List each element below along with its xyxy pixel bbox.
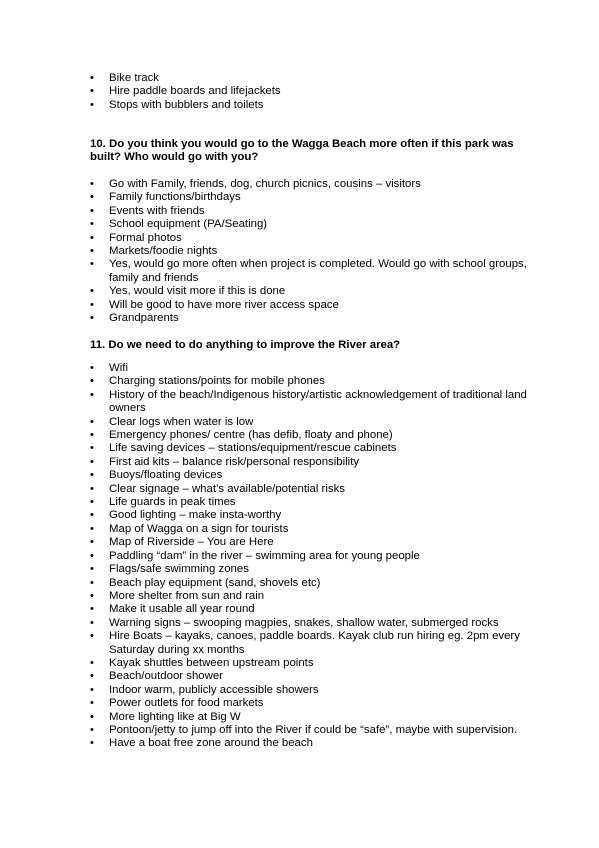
list-item <box>90 85 530 98</box>
bullet-icon: • <box>90 656 94 669</box>
bullet-icon: • <box>90 616 94 629</box>
list-item-text: Markets/foodie nights <box>109 245 218 258</box>
bullet-icon: • <box>90 549 94 562</box>
list-item <box>90 299 530 312</box>
bullet-icon: • <box>90 710 94 723</box>
bullet-icon: • <box>90 455 94 468</box>
list-item-text: Warning signs – swooping magpies, snakes, shallow water, submerged rocks <box>109 616 499 629</box>
list-item <box>90 684 530 697</box>
bullet-icon: • <box>90 522 94 535</box>
list-item-text: Clear signage – what’s available/potential risks <box>109 482 345 495</box>
list-item-text: Flags/safe swimming zones <box>109 563 249 576</box>
bullet-icon: • <box>90 469 94 482</box>
list-item <box>90 469 530 482</box>
list-item <box>90 483 530 496</box>
question-10-bullet-list <box>90 178 530 325</box>
list-item <box>90 362 530 375</box>
list-item-text: More lighting like at Big W <box>109 710 241 723</box>
intro-bullet-list <box>90 72 530 112</box>
bullet-icon: • <box>90 388 94 401</box>
bullet-icon: • <box>90 723 94 736</box>
list-item <box>90 630 530 657</box>
list-item <box>90 657 530 670</box>
list-item <box>90 285 530 298</box>
bullet-icon: • <box>90 589 94 602</box>
list-item <box>90 697 530 710</box>
list-item-text: Beach/outdoor shower <box>109 670 223 683</box>
list-item <box>90 509 530 522</box>
list-item <box>90 312 530 325</box>
list-item <box>90 456 530 469</box>
question-11-heading: 11. Do we need to do anything to improve the River area? <box>90 339 401 351</box>
list-item <box>90 416 530 429</box>
bullet-icon: • <box>90 204 94 217</box>
bullet-icon: • <box>90 683 94 696</box>
list-item-text: Hire Boats – kayaks, canoes, paddle boards. Kayak club run hiring eg. 2pm every Saturday during xx months <box>109 630 520 656</box>
list-item-text: Clear logs when water is low <box>109 415 254 428</box>
list-item-text: History of the beach/Indigenous history/artistic acknowledgement of traditional land owners <box>109 388 527 415</box>
list-item-text: Power outlets for food markets <box>109 697 264 710</box>
bullet-icon: • <box>90 429 94 442</box>
list-item <box>90 577 530 590</box>
list-item-text: More shelter from sun and rain <box>109 589 265 602</box>
list-item <box>90 178 530 191</box>
bullet-icon: • <box>90 670 94 683</box>
bullet-icon: • <box>90 603 94 616</box>
list-item-text: Stops with bubblers and toilets <box>109 98 264 111</box>
bullet-icon: • <box>90 178 94 190</box>
list-item-text: Charging stations/points for mobile phones <box>109 375 325 388</box>
list-item <box>90 496 530 509</box>
list-item-text: Life guards in peak times <box>109 496 236 509</box>
list-item <box>90 563 530 576</box>
list-item <box>90 389 530 416</box>
list-item <box>90 205 530 218</box>
list-item-text: Formal photos <box>109 231 182 244</box>
list-item <box>90 590 530 603</box>
question-11-bullet-list <box>90 362 530 751</box>
list-item <box>90 550 530 563</box>
list-item-text: Make it usable all year round <box>109 603 255 616</box>
list-item <box>90 429 530 442</box>
list-item-text: Buoys/floating devices <box>109 469 223 482</box>
bullet-icon: • <box>90 72 94 84</box>
bullet-icon: • <box>90 98 94 111</box>
list-item <box>90 218 530 231</box>
bullet-icon: • <box>90 563 94 576</box>
list-item-text: Events with friends <box>109 204 205 217</box>
bullet-icon: • <box>90 218 94 231</box>
bullet-icon: • <box>90 298 94 311</box>
list-item-text: Indoor warm, publicly accessible showers <box>109 683 319 696</box>
bullet-icon: • <box>90 496 94 509</box>
list-item-text: Go with Family, friends, dog, church picnics, cousins – visitors <box>109 178 421 190</box>
list-item <box>90 523 530 536</box>
list-item <box>90 711 530 724</box>
list-item-text: Life saving devices – stations/equipment/rescue cabinets <box>109 442 397 455</box>
bullet-icon: • <box>90 442 94 455</box>
list-item-text: Paddling “dam” in the river – swimming area for young people <box>109 549 420 562</box>
bullet-icon: • <box>90 231 94 244</box>
bullet-icon: • <box>90 536 94 549</box>
list-item <box>90 72 530 85</box>
list-item <box>90 245 530 258</box>
list-item <box>90 670 530 683</box>
list-item-text: Have a boat free zone around the beach <box>109 737 313 750</box>
list-item <box>90 442 530 455</box>
bullet-icon: • <box>90 312 94 325</box>
list-item <box>90 232 530 245</box>
list-item-text: Bike track <box>109 72 160 84</box>
list-item <box>90 737 530 750</box>
list-item <box>90 258 530 285</box>
bullet-icon: • <box>90 85 94 98</box>
bullet-icon: • <box>90 697 94 710</box>
bullet-icon: • <box>90 630 94 643</box>
bullet-icon: • <box>90 737 94 750</box>
list-item-text: Emergency phones/ centre (has defib, floaty and phone) <box>109 429 393 442</box>
list-item <box>90 191 530 204</box>
list-item-text: Pontoon/jetty to jump off into the River if could be “safe”, maybe with supervision. <box>109 723 518 736</box>
list-item-text: Yes, would go more often when project is completed. Would go with school groups, family and friends <box>109 258 527 284</box>
bullet-icon: • <box>90 362 94 374</box>
bullet-icon: • <box>90 509 94 522</box>
list-item <box>90 603 530 616</box>
list-item-text: School equipment (PA/Seating) <box>109 218 268 231</box>
bullet-icon: • <box>90 245 94 258</box>
question-10-heading: 10. Do you think you would go to the Wagga Beach more often if this park was built? Who would go with you? <box>90 138 514 164</box>
bullet-icon: • <box>90 258 94 271</box>
list-item-text: Good lighting – make insta-worthy <box>109 509 282 522</box>
list-item-text: Family functions/birthdays <box>109 191 241 204</box>
bullet-icon: • <box>90 375 94 388</box>
list-item <box>90 617 530 630</box>
list-item-text: Beach play equipment (sand, shovels etc) <box>109 576 321 589</box>
list-item-text: Will be good to have more river access space <box>109 298 339 311</box>
bullet-icon: • <box>90 576 94 589</box>
bullet-icon: • <box>90 285 94 298</box>
list-item-text: Grandparents <box>109 312 179 325</box>
list-item <box>90 536 530 549</box>
list-item-text: Kayak shuttles between upstream points <box>109 656 314 669</box>
list-item-text: First aid kits – balance risk/personal responsibility <box>109 455 360 468</box>
list-item <box>90 375 530 388</box>
list-item-text: Wifi <box>109 362 128 374</box>
list-item <box>90 99 530 112</box>
list-item-text: Yes, would visit more if this is done <box>109 285 286 298</box>
list-item-text: Map of Wagga on a sign for tourists <box>109 522 289 535</box>
bullet-icon: • <box>90 482 94 495</box>
list-item <box>90 724 530 737</box>
bullet-icon: • <box>90 191 94 204</box>
list-item-text: Hire paddle boards and lifejackets <box>109 85 281 98</box>
bullet-icon: • <box>90 415 94 428</box>
list-item-text: Map of Riverside – You are Here <box>109 536 274 549</box>
